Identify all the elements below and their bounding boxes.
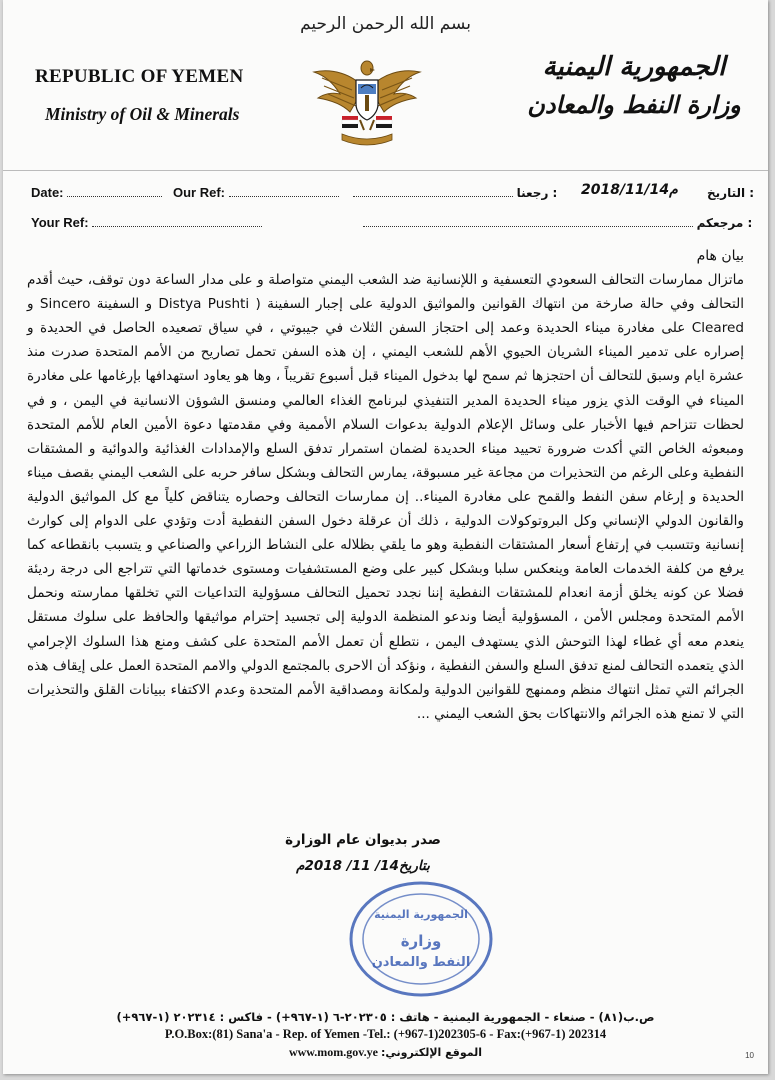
- date-field-en: [31, 184, 162, 200]
- date-value: 2018/11/14م: [581, 182, 678, 198]
- your-ref-field-ar: [363, 214, 752, 230]
- ministry-stamp-icon: [346, 878, 496, 1000]
- country-name-en: REPUBLIC OF YEMEN: [35, 66, 244, 87]
- letter-page: [3, 0, 768, 1074]
- arabic-letterhead: [524, 52, 744, 119]
- header-divider: [3, 170, 768, 171]
- your-ref-label-en: Your Ref:: [31, 215, 89, 230]
- our-ref-label-en: Our Ref:: [173, 185, 225, 200]
- issuer-line: صدر بديوان عام الوزارة: [285, 832, 441, 848]
- stamp-line-1: وزارة: [400, 932, 442, 950]
- stamp-line-2: النفط والمعادن: [371, 955, 471, 970]
- statement-paragraph: ماتزال ممارسات التحالف السعودي التعسفية و اللإنسانية ضد الشعب اليمني متواصلة و على مدار الساعة دون توقف، حيث أقدم التحالف وفي حالة صارخة من انتهاك القوانين والمواثيق الدولية على إجبار السفينة ( Distya Pushti و السفينة Sincero و Cleared على مغادرة ميناء الحديدة وعمد إلى احتجاز السفن الثلاث في جيبوتي ، في سياق تصعيده الحاصل في الحديدة و إصراره على تدمير الميناء الشريان الحيوي الأهم للشعب اليمني ، إن هذه السفن تحمل تصاريح من الأمم المتحدة صدرت منذ عشرة ايام وسبق للتحالف أن احتجزها ثم سمح لها بدخول الميناء قبل أسبوع تقريباً ، وها هو يعاود استهدافها بإرغامها على مغادرة الميناء في الوقت الذي يزور ميناء الحديدة المدير التنفيذي لبرنامج الغذاء العالمي ومنسق الشوؤن الانسانية في اليمن ، و في لحظات تتزاحم فيها الأخبار على وسائل الإعلام الدولية بدعوات السلام الأممية وفي مقدمتها دعوة الأمين العام للأمم المتحدة ومبعوثه الخاص التي أكدت ضرورة تحييد ميناء الحديدة لضمان استمرار تدفق السلع والإمدادات الغذائية والدوائية و المشتقات النفطية وعلى الرغم من التحذيرات من مجاعة غير مسبوقة، يمارس التحالف وبشكل سافر حربه على الشعب اليمني بقصف ميناء الحديدة و إرغام سفن النفط والقمح على مغادرة الميناء.. إن ممارسات التحالف وحصاره يتناقض كلياً مع كل المواثيق الدولية والقانون الدولي الإنساني وكل البروتوكولات الدولية ، ذلك أن عرقلة دخول السفن النفطية أدت وتؤدي على الدوام إلى كوارث إنسانية وتتسبب في إرتفاع أسعار المشتقات النفطية وهو ما يلقي بظلاله على النشاط الزراعي والصناعي و يتسبب بانقطاعه كما يرفع من كلفة الخدمات العامة وينعكس سلبا وبشكل كبير على وضع المستشفيات ومستوى خدماتها التي تتراجع الى درجة رديئة فضلا عن كونه يخلق أزمة انعدام للمشتقات النفطية إننا نجدد تحميل التحالف مسؤولية التداعيات التي تخلقها ممارسته ونحمل الأمم المتحدة ومجلس الأمن ، المسؤولية أيضا وندعو المنظمة الدولية إلى تجسيد إحترام مواثيقها والحافظ على سلوك مستقل ينعدم معه أي غطاء لهذا التوحش الذي يستهدف اليمن ، نتطلع أن تعمل الأمم المتحدة على كشف ومنع هذا السلوك الإجرامي الذي يتعمده التحالف لمنع تدفق السلع والسفن النفطية ، ونؤكد أن الاحرى بالمجتمع الدولي والامم المتحدة العمل على إيقاف هذه الجرائم التي تمثل انتهاك منظم وممنهج للقوانين الدولية ولمكانة ومصداقية الأمم المتحدة وعدم الاكتفاء ببيانات القلق والتحذيرات التي لا تمنع هذه الجرائم والانتهاكات بحق الشعب اليمني ...: [27, 272, 745, 722]
- english-letterhead: [35, 66, 243, 125]
- our-ref-label-ar: رجعنا :: [516, 186, 558, 200]
- statement-body: [27, 244, 744, 726]
- date-label-ar: التاريخ :: [707, 186, 755, 200]
- footer-contact-en: P.O.Box:(81) Sana'a - Rep. of Yemen -Tel.: (+967-1)202305-6 - Fax:(+967-1) 202314: [164, 1027, 607, 1041]
- your-ref-field-en: [31, 214, 262, 230]
- basmala: بسم الله الرحمن الرحيم: [300, 14, 471, 34]
- date-label-en: Date:: [31, 185, 64, 200]
- our-ref-field-ar: [353, 184, 557, 200]
- your-ref-label-ar: مرجعكم :: [696, 216, 753, 230]
- our-ref-dotted-line: [229, 184, 339, 197]
- stamp-top-text: الجمهورية اليمنية: [374, 908, 468, 921]
- our-ref-ar-dotted-line: [353, 184, 513, 197]
- country-name-ar: الجمهورية اليمنية: [542, 52, 726, 82]
- issue-date-line: بتاريخ14/ 11/ 2018م: [296, 858, 430, 874]
- ministry-name-en: Ministry of Oil & Minerals: [45, 104, 240, 124]
- page-number: 10: [745, 1051, 754, 1060]
- your-ref-ar-dotted-line: [363, 214, 693, 227]
- footer: [3, 1010, 768, 1060]
- date-dotted-line: [67, 184, 162, 197]
- website-url: www.mom.gov.ye: [288, 1045, 378, 1059]
- your-ref-dotted-line: [92, 214, 262, 227]
- ministry-name-ar: وزارة النفط والمعادن: [527, 90, 741, 119]
- our-ref-field-en: [173, 184, 339, 200]
- footer-contact-ar: ص.ب(٨١) - صنعاء - الجمهورية اليمنية - هاتف : ٢٠٢٣٠٥-٦ (١-٩٦٧+) - فاكس : ٢٠٢٣١٤ (١-٩٦٧+): [116, 1010, 655, 1024]
- statement-title: بيان هام: [696, 248, 744, 264]
- yemen-eagle-emblem-icon: [312, 54, 422, 150]
- website-label-ar: :الموقع الإلكتروني: [380, 1046, 483, 1059]
- footer-website: [3, 1045, 768, 1060]
